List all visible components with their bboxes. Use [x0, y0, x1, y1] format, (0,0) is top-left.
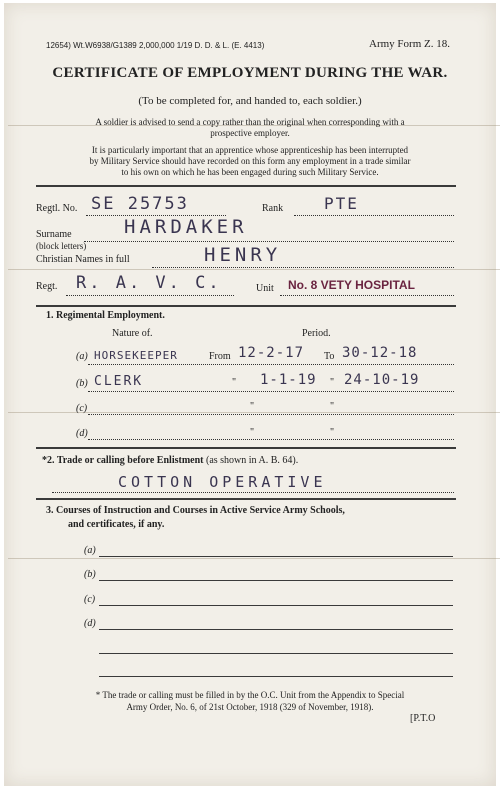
course-line	[99, 653, 453, 654]
employment-line	[88, 391, 454, 392]
trade-before-enlistment-value: COTTON OPERATIVE	[118, 473, 327, 491]
regtl-no-value: SE 25753	[91, 194, 189, 214]
intro-note-3: to his own on which he has been engaged during such Military Service.	[121, 167, 379, 177]
section-2-heading	[42, 455, 298, 466]
regt-value: R. A. V. C.	[76, 273, 222, 293]
employment-row-label: (c)	[76, 403, 88, 414]
employment-to-date: 30-12-18	[342, 345, 418, 361]
form-number: Army Form Z. 18.	[369, 38, 450, 50]
ditto-mark: "	[330, 401, 335, 412]
employment-from-date: 1-1-19	[260, 372, 317, 388]
column-nature: Nature of.	[112, 328, 153, 339]
fold-line	[8, 269, 500, 270]
surname-value: HARDAKER	[124, 216, 248, 238]
intro-line-1: A soldier is advised to send a copy rather than the original when corresponding with a	[95, 117, 405, 127]
employment-line	[88, 414, 454, 415]
rank-value: PTE	[324, 194, 359, 213]
from-label: From	[209, 351, 231, 362]
employment-line	[88, 439, 454, 440]
unit-stamp: No. 8 VETY HOSPITAL	[288, 278, 415, 292]
course-line	[99, 580, 453, 581]
course-item-label: (d)	[84, 618, 96, 629]
intro-note-2: by Military Service should have recorded on this form any employment in a trade similar	[89, 156, 411, 166]
from-label: "	[232, 377, 237, 388]
christian-names-value: HENRY	[204, 244, 282, 266]
surname-line	[84, 241, 454, 242]
pto-mark: [P.T.O	[410, 713, 436, 724]
divider	[36, 447, 456, 449]
unit-line	[280, 295, 454, 296]
employment-from-date: 12-2-17	[238, 345, 305, 361]
course-item-label: (a)	[84, 545, 96, 556]
course-line	[99, 556, 453, 557]
column-period: Period.	[302, 328, 331, 339]
regt-label: Regt.	[36, 281, 58, 292]
rank-line	[294, 215, 454, 216]
course-line	[99, 629, 453, 630]
fold-line	[8, 558, 500, 559]
surname-label: Surname	[36, 229, 72, 240]
footer-note-2: Army Order, No. 6, of 21st October, 1918 (329 of November, 1918).	[126, 702, 374, 712]
unit-label: Unit	[256, 283, 274, 294]
ditto-mark: "	[250, 401, 255, 412]
employment-line	[88, 364, 454, 365]
section-3-heading-cont: and certificates, if any.	[68, 519, 165, 530]
page-title: CERTIFICATE OF EMPLOYMENT DURING THE WAR.	[52, 65, 448, 81]
employment-to-date: 24-10-19	[344, 372, 420, 388]
employment-nature: CLERK	[94, 374, 144, 389]
trade-line	[52, 492, 454, 493]
christian-names-label: Christian Names in full	[36, 254, 130, 265]
section-2-title: *2. Trade or calling before Enlistment	[42, 455, 204, 466]
course-item-label: (b)	[84, 569, 96, 580]
to-label: To	[324, 351, 335, 362]
rank-label: Rank	[262, 203, 284, 214]
subtitle: (To be completed for, and handed to, each soldier.)	[138, 95, 362, 107]
ditto-mark: "	[250, 427, 255, 438]
intro-note-1: It is particularly important that an apprentice whose apprenticeship has been interrupted	[91, 145, 409, 155]
divider	[36, 305, 456, 307]
employment-row-label: (d)	[76, 428, 88, 439]
course-item-label: (c)	[84, 594, 96, 605]
christian-names-line	[152, 267, 454, 268]
print-code: 12654) Wt.W6938/G1389 2,000,000 1/19 D. D. & L. (E. 4413)	[46, 41, 265, 50]
employment-row-label: (b)	[76, 378, 88, 389]
regtl-no-label: Regtl. No.	[36, 203, 78, 214]
certificate-form	[4, 3, 496, 786]
divider	[36, 498, 456, 500]
section-1-heading: 1. Regimental Employment.	[46, 310, 165, 321]
divider	[36, 185, 456, 187]
section-2-note: (as shown in A. B. 64).	[205, 455, 299, 466]
regt-line	[66, 295, 234, 296]
course-line	[99, 605, 453, 606]
block-letters-note: (block letters)	[36, 241, 87, 251]
footer-note-1: * The trade or calling must be filled in by the O.C. Unit from the Appendix to Special	[95, 690, 405, 700]
section-3-heading: 3. Courses of Instruction and Courses in Active Service Army Schools,	[46, 505, 345, 516]
ditto-mark: "	[330, 427, 335, 438]
intro-line-2: prospective employer.	[210, 128, 290, 138]
to-label: "	[330, 377, 335, 388]
employment-nature: HORSEKEEPER	[94, 349, 178, 362]
course-line	[99, 676, 453, 677]
employment-row-label: (a)	[76, 351, 88, 362]
